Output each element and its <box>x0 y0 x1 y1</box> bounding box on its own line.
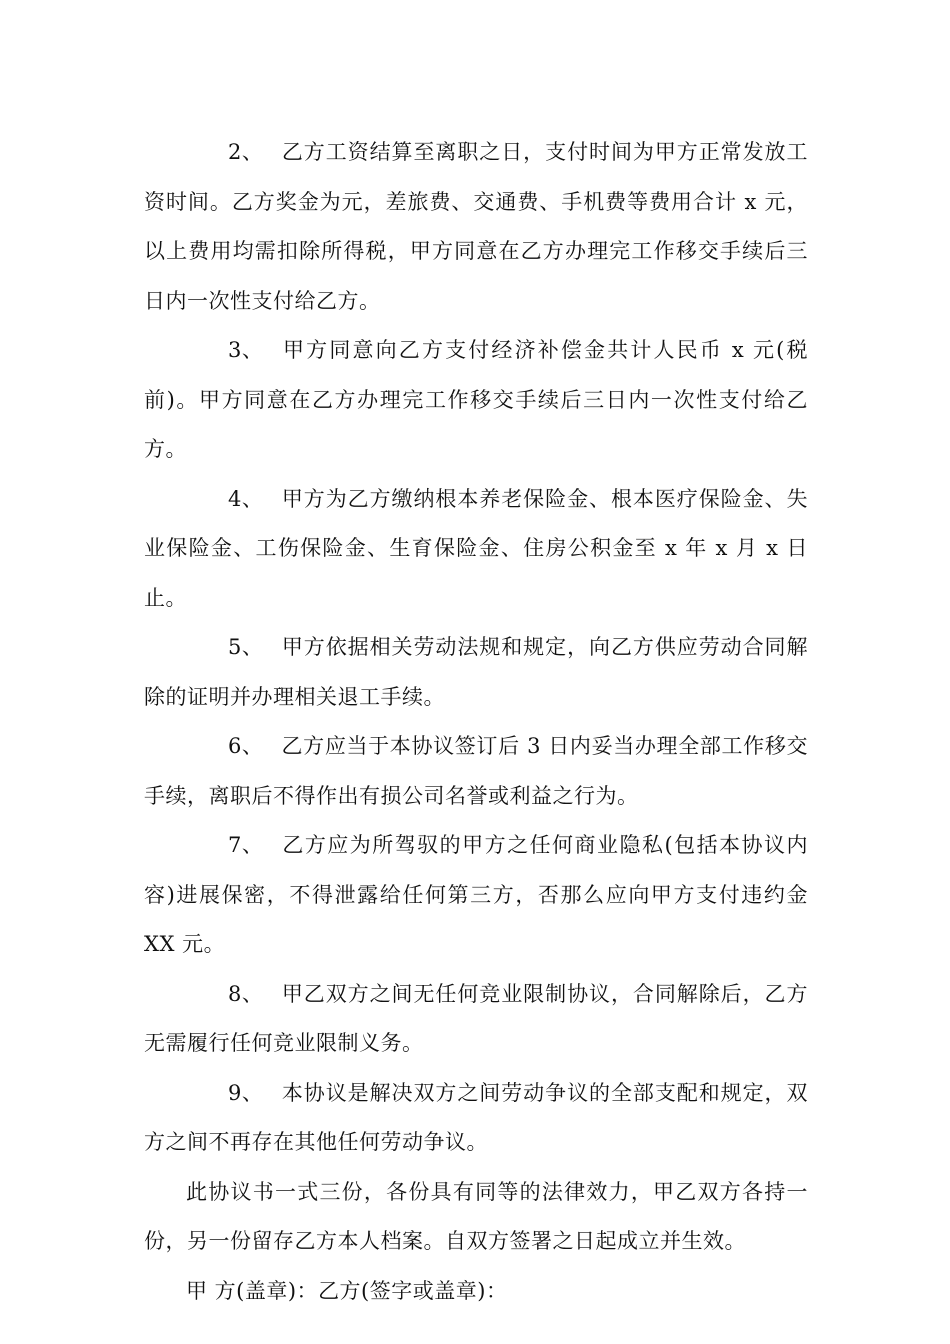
clause-number: 8、 <box>228 981 264 1006</box>
document-body <box>144 128 808 1316</box>
closing-paragraph: 此协议书一式三份，各份具有同等的法律效力，甲乙双方各持一份，另一份留存乙方本人档案。自双方签署之日起成立并生效。 <box>144 1179 808 1253</box>
clause-7 <box>144 821 808 970</box>
party-a-seal-label: 甲 方(盖章)： <box>186 1278 319 1303</box>
clause-6 <box>144 722 808 821</box>
clause-number: 9、 <box>228 1080 264 1105</box>
clause-text: 乙方应为所驾驭的甲方之任何商业隐私(包括本协议内容)进展保密，不得泄露给任何第三方，否那么应向甲方支付违约金 XX 元。 <box>144 833 808 956</box>
clause-text: 乙方应当于本协议签订后 3 日内妥当办理全部工作移交手续，离职后不得作出有损公司名誉或利益之行为。 <box>144 734 808 808</box>
clause-3 <box>144 326 808 475</box>
clause-text: 本协议是解决双方之间劳动争议的全部支配和规定，双方之间不再存在其他任何劳动争议。 <box>144 1080 808 1154</box>
clause-text: 甲乙双方之间无任何竞业限制协议，合同解除后，乙方无需履行任何竞业限制义务。 <box>144 981 808 1055</box>
clause-number: 6、 <box>228 734 264 758</box>
clause-number: 7、 <box>228 833 264 857</box>
party-b-sign-label: 乙方(签字或盖章)： <box>318 1278 508 1303</box>
clause-number: 2、 <box>228 140 264 164</box>
clause-number: 3、 <box>228 338 264 362</box>
clause-9 <box>144 1069 808 1168</box>
clause-text: 甲方依据相关劳动法规和规定，向乙方供应劳动合同解除的证明并办理相关退工手续。 <box>144 635 808 709</box>
clause-text: 乙方工资结算至离职之日，支付时间为甲方正常发放工资时间。乙方奖金为元，差旅费、交通费、手机费等费用合计 x 元，以上费用均需扣除所得税，甲方同意在乙方办理完工作移交手续后三日内一次性支付给乙方。 <box>144 140 808 313</box>
clause-text: 甲方为乙方缴纳根本养老保险金、根本医疗保险金、失业保险金、工伤保险金、生育保险金、住房公积金至 x 年 x 月 x 日止。 <box>144 486 808 610</box>
clause-4 <box>144 475 808 624</box>
clause-number: 5、 <box>228 635 264 659</box>
clause-5 <box>144 623 808 722</box>
clause-8 <box>144 970 808 1069</box>
clause-2 <box>144 128 808 326</box>
signature-line <box>144 1267 808 1317</box>
clause-number: 4、 <box>228 486 264 511</box>
clause-text: 甲方同意向乙方支付经济补偿金共计人民币 x 元(税前)。甲方同意在乙方办理完工作移交手续后三日内一次性支付给乙方。 <box>144 338 808 461</box>
